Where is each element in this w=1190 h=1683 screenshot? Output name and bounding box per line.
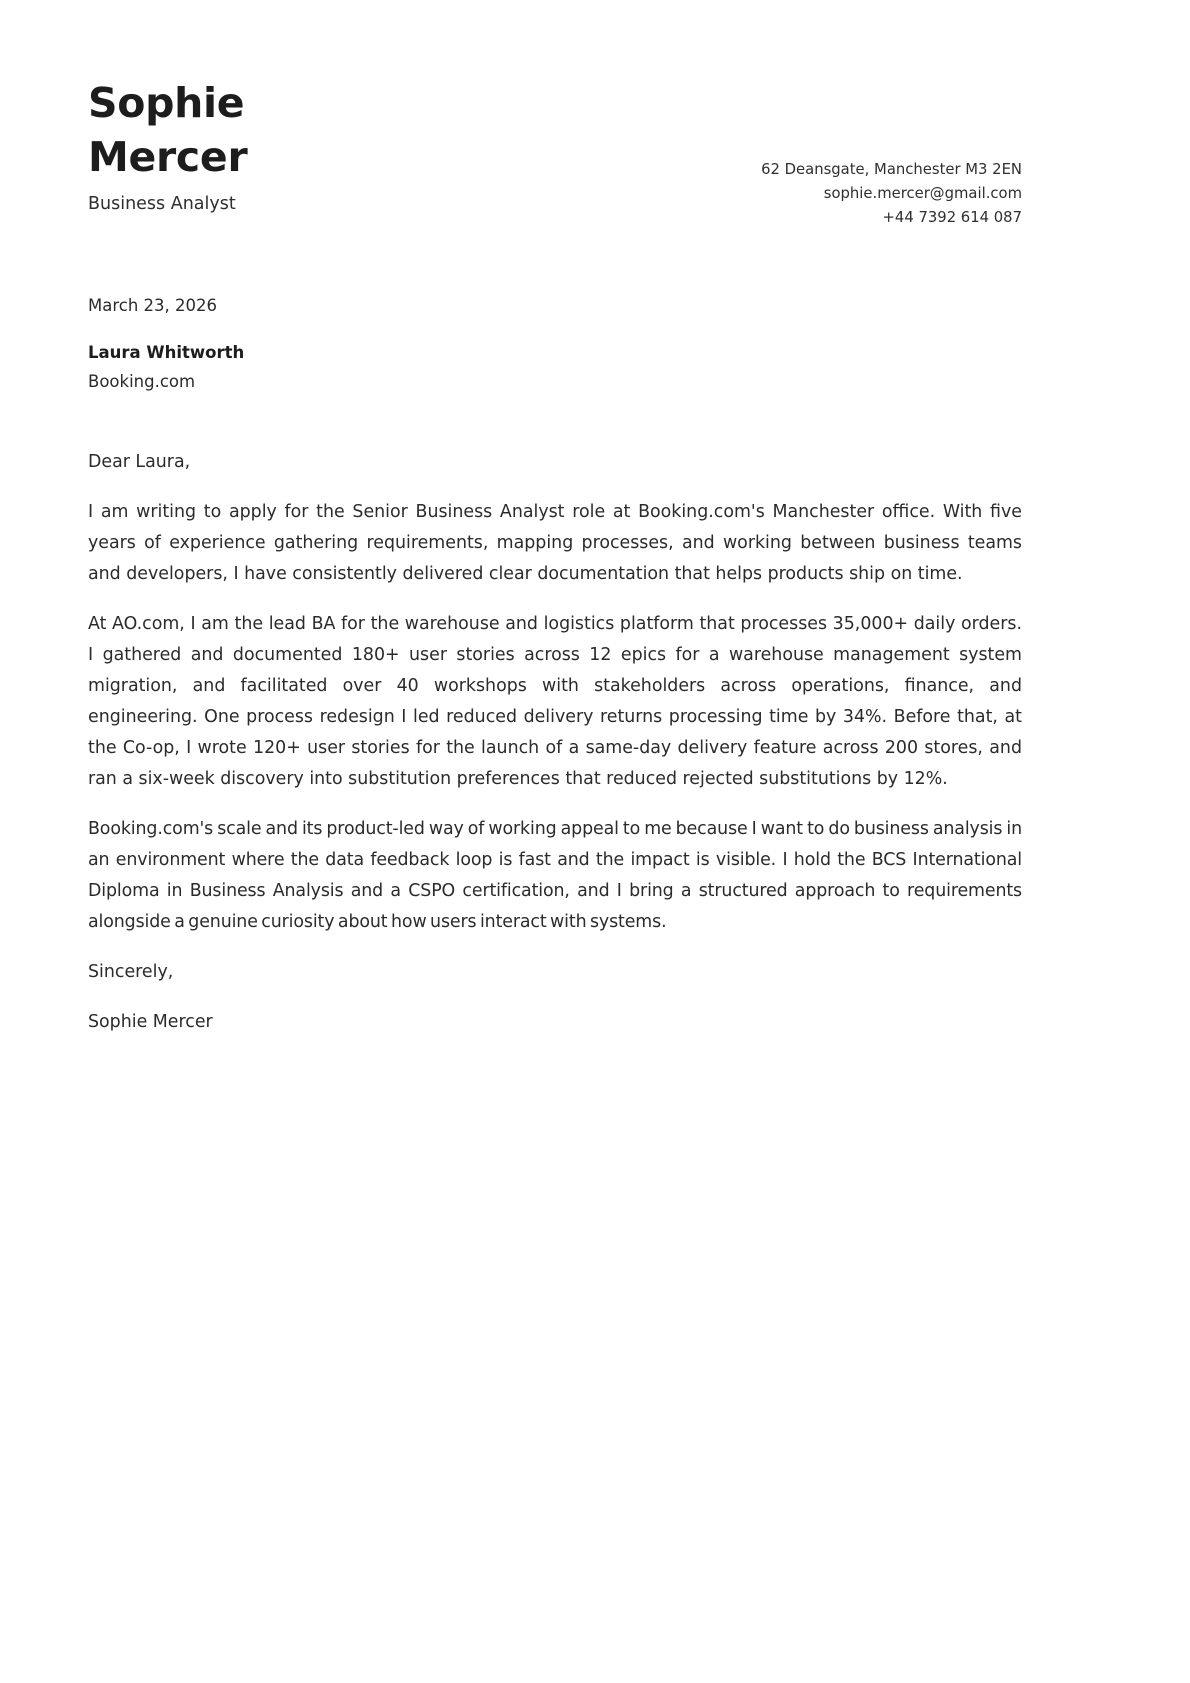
sender-contact-block <box>761 72 1022 230</box>
sender-job-title: Business Analyst <box>88 194 236 215</box>
letter-paragraph-1: I am writing to apply for the Senior Business Analyst role at Booking.com's Manchester office. With five years of experience gathering requirements, mapping processes, and working between business teams and developers, I have consistently delivered clear documentation that helps products ship on time. <box>88 502 1022 585</box>
letter-signature: Sophie Mercer <box>88 1011 213 1032</box>
sender-name <box>88 76 247 184</box>
letter-meta <box>88 294 1022 395</box>
recipient-company: Booking.com <box>88 372 196 392</box>
letter-closing: Sincerely, <box>88 961 174 982</box>
sender-identity <box>88 72 247 216</box>
sender-first-name: Sophie <box>88 79 245 127</box>
letter-paragraph-3: Booking.com's scale and its product-led way of working appeal to me because I want to do business analysis in an environment where the data feedback loop is fast and the impact is visible. I hold the BCS International Diploma in Business Analysis and a CSPO certification, and I bring a structured approach to requirements alongside a genuine curiosity about how users interact with systems. <box>88 818 1022 932</box>
contact-address: 62 Deansgate, Manchester M3 2EN <box>761 161 1022 178</box>
recipient-name: Laura Whitworth <box>88 342 245 362</box>
letter-salutation: Dear Laura, <box>88 452 191 473</box>
letter-paragraph-2: At AO.com, I am the lead BA for the warehouse and logistics platform that processes 35,000+ daily orders. I gathered and documented 180+ user stories across 12 epics for a warehouse management system migration, and facilitated over 40 workshops with stakeholders across operations, finance, and engineering. One process redesign I led reduced delivery returns processing time by 34%. Before that, at the Co-op, I wrote 120+ user stories for the launch of a same-day delivery feature across 200 stores, and ran a six-week discovery into substitution preferences that reduced rejected substitutions by 12%. <box>88 614 1022 789</box>
letter-header <box>88 72 1022 230</box>
letter-date: March 23, 2026 <box>88 295 218 315</box>
contact-phone[interactable]: +44 7392 614 087 <box>882 208 1022 226</box>
contact-email[interactable]: sophie.mercer@gmail.com <box>823 184 1022 202</box>
letter-body <box>88 447 1022 1038</box>
sender-last-name: Mercer <box>88 130 247 184</box>
